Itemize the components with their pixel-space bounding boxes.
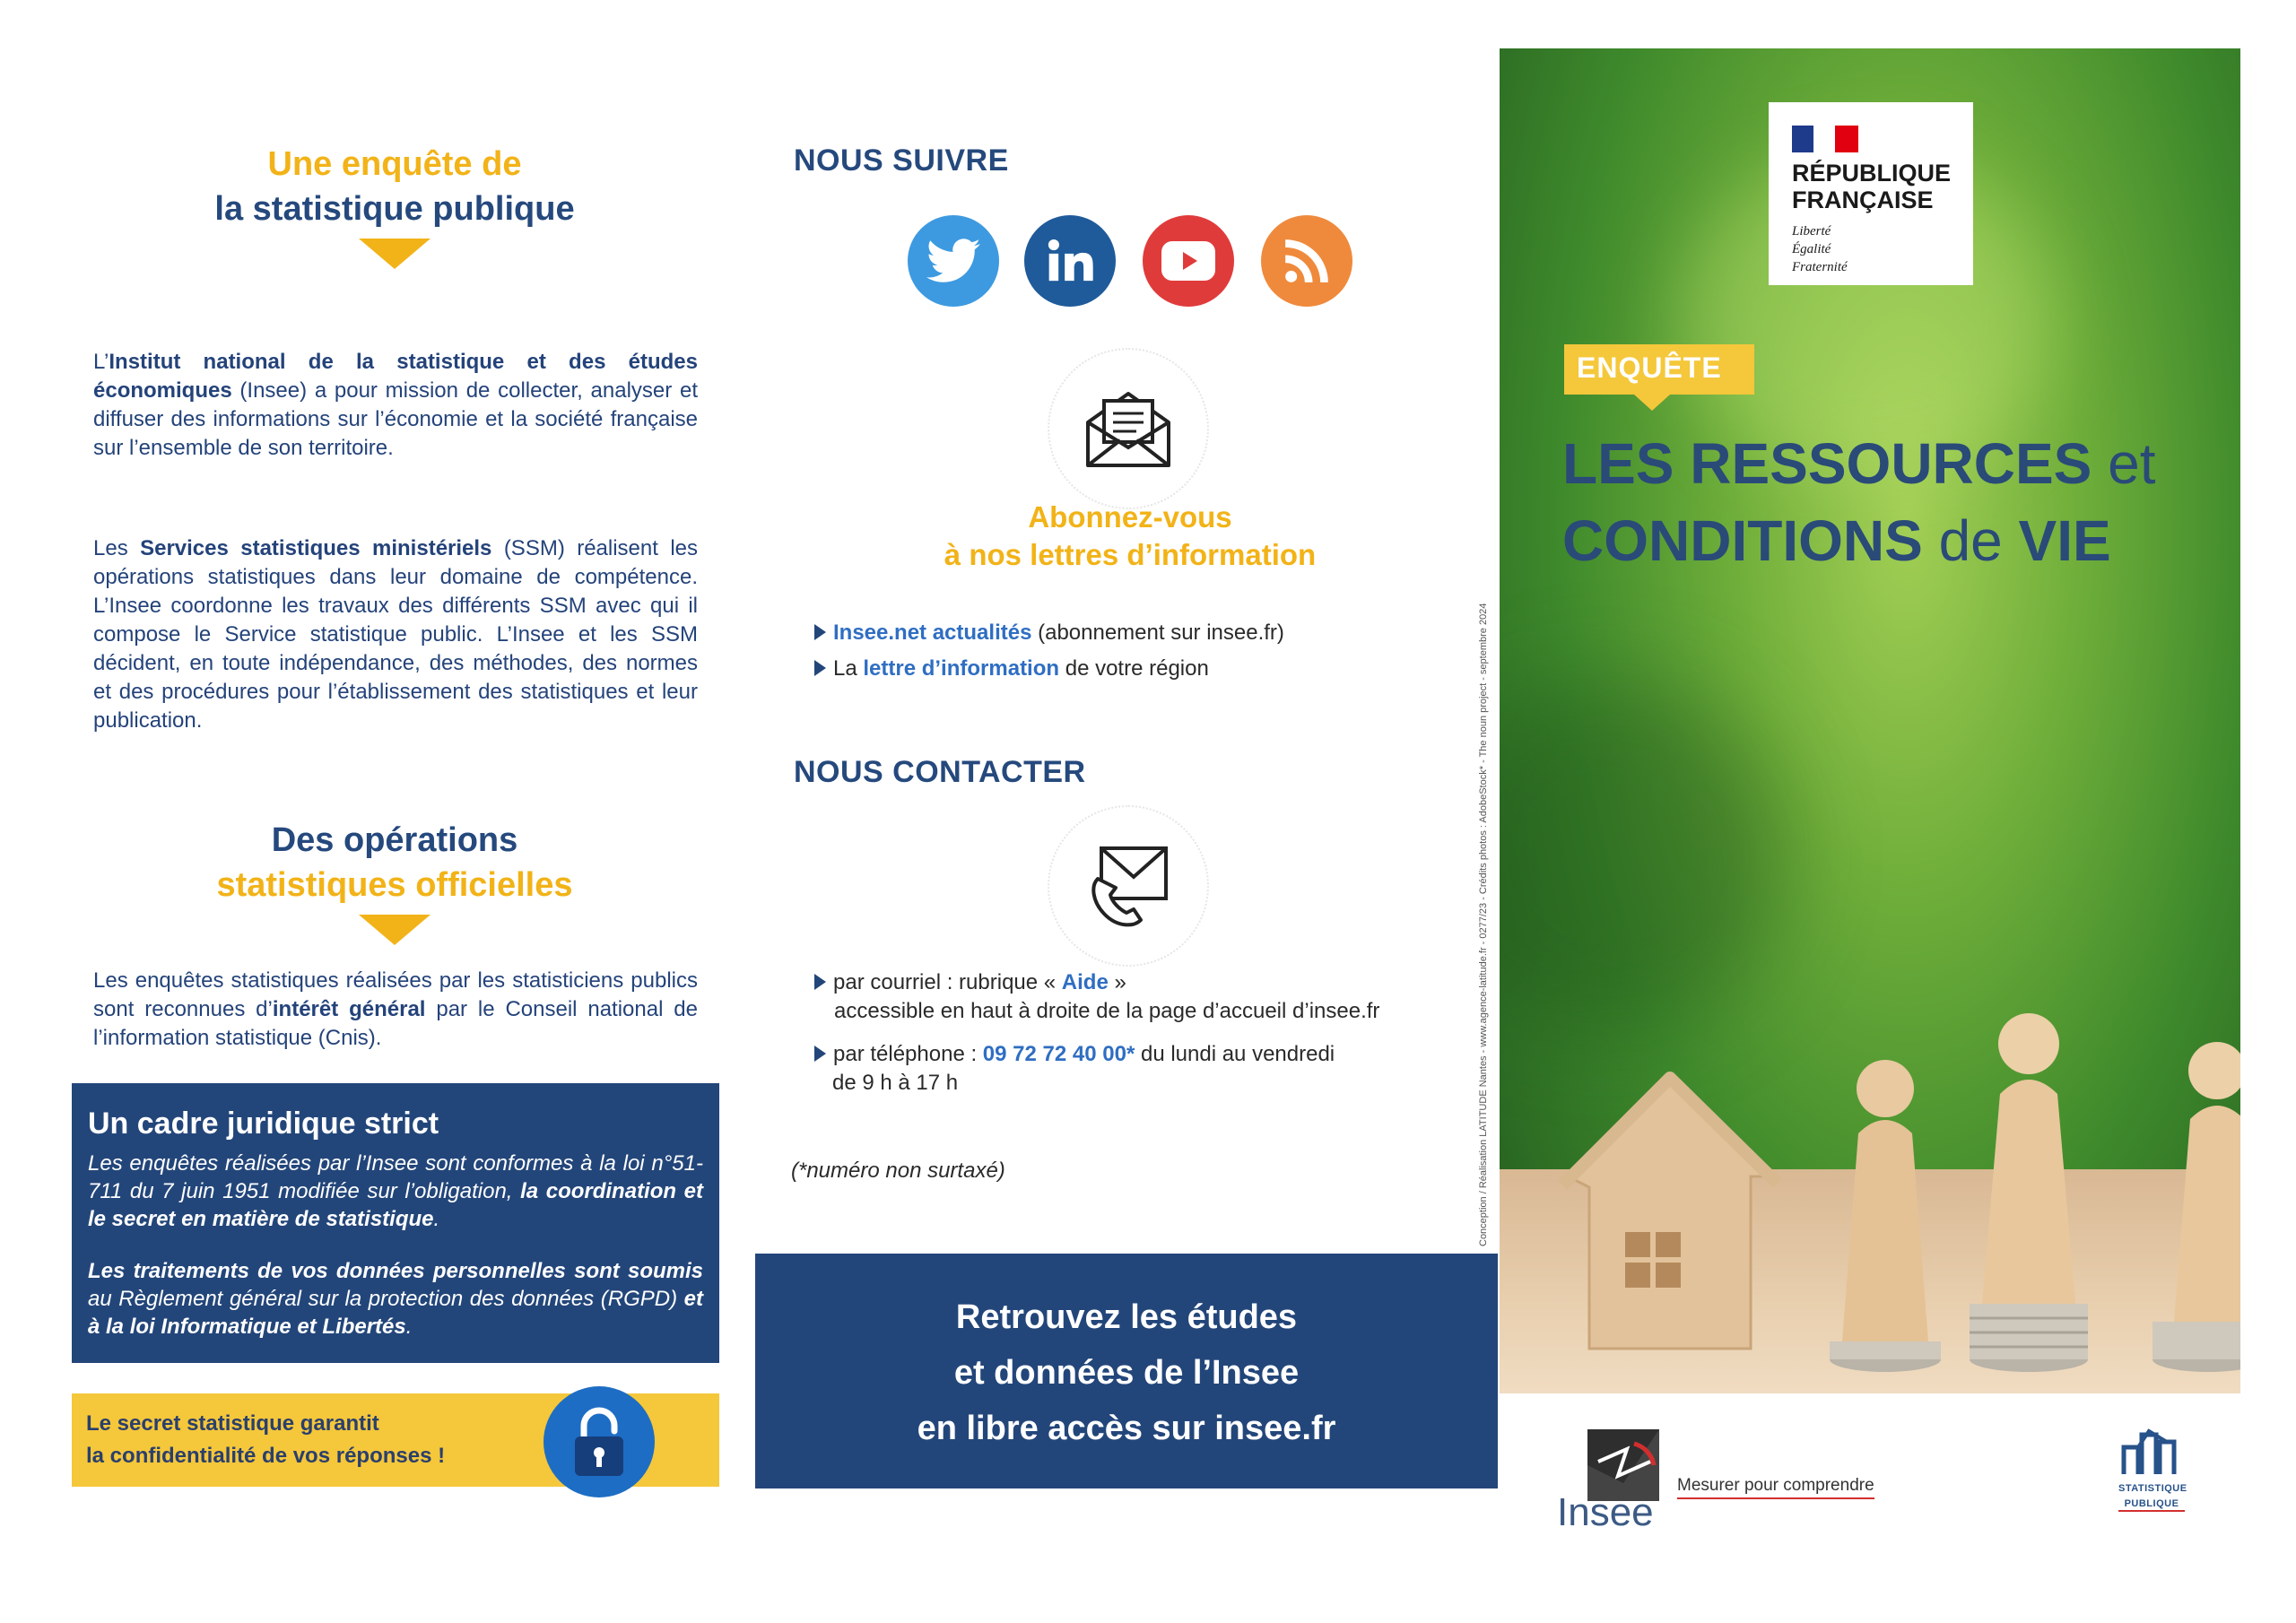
banner-line-3: en libre accès sur insee.fr: [917, 1410, 1336, 1447]
credits-text: Conception / Réalisation LATITUDE Nantes - www.agence-latitude.fr - 0277/23 - Crédits photos : AdobeStock* - The noun project - septembre 2024: [1478, 603, 1489, 1246]
follow-title: NOUS SUIVRE: [794, 143, 1009, 178]
legal-paragraph-2: Les traitements de vos données personnelles sont soumis au Règlement général sur la protection des données (RGPD) et à la loi Informatique et Libertés.: [88, 1259, 703, 1339]
youtube-icon[interactable]: [1143, 215, 1234, 307]
padlock-icon: [544, 1386, 655, 1497]
rss-icon[interactable]: [1261, 215, 1352, 307]
contact-title: NOUS CONTACTER: [794, 755, 1086, 789]
sp-line-1: STATISTIQUE: [2118, 1483, 2187, 1494]
subscribe-line1: Abonnez-vous: [1028, 500, 1232, 534]
subscribe-item-insee-net: Insee.net actualités (abonnement sur insee.fr): [814, 619, 1284, 647]
insee-fr-banner[interactable]: [755, 1254, 1498, 1488]
statistique-publique-logo: [2118, 1428, 2185, 1514]
insee-net-link[interactable]: Insee.net actualités: [833, 621, 1032, 645]
bullet-arrow-icon: [814, 974, 826, 990]
contact-phone-hours: de 9 h à 17 h: [832, 1071, 959, 1095]
secret-line-2: la confidentialité de vos réponses !: [86, 1444, 446, 1468]
banner-line-2: et données de l’Insee: [953, 1354, 1300, 1392]
banner-line-1: Retrouvez les études: [955, 1298, 1298, 1336]
contact-phone-line: par téléphone : 09 72 72 40 00* du lundi au vendredi: [814, 1040, 1335, 1069]
rf-motto-2: Égalité: [1792, 242, 1831, 256]
insee-tagline: Mesurer pour comprendre: [1677, 1476, 1874, 1499]
heading-operations-line2: statistiques officielles: [216, 866, 573, 904]
cover-title: LES RESSOURCES et CONDITIONS de VIE: [1562, 431, 2156, 573]
wooden-house-icon: [1553, 1071, 1787, 1358]
heading-arrow-icon: [359, 239, 430, 269]
cover-photo: [1500, 48, 2240, 1393]
rf-line-2: FRANÇAISE: [1792, 187, 1934, 213]
secret-line-1: Le secret statistique garantit: [86, 1411, 379, 1436]
bullet-arrow-icon: [814, 660, 826, 676]
heading-operations-line1: Des opérations: [271, 821, 518, 859]
secret-statistique-box: [72, 1393, 719, 1487]
legal-title: Un cadre juridique strict: [88, 1107, 439, 1141]
subscribe-line2: à nos lettres d’information: [944, 538, 1317, 571]
phone-note: (*numéro non surtaxé): [791, 1159, 1005, 1183]
rf-line-1: RÉPUBLIQUE: [1792, 160, 1952, 187]
contact-email-line: par courriel : rubrique « Aide »: [814, 968, 1126, 997]
bullet-arrow-icon: [814, 624, 826, 640]
lettre-information-link[interactable]: lettre d’information: [863, 656, 1060, 681]
insee-logo-text: Insee: [1557, 1490, 1654, 1534]
rf-motto-1: Liberté: [1792, 224, 1831, 239]
subscribe-item-lettre: La lettre d’information de votre région: [814, 655, 1209, 683]
sp-line-2: PUBLIQUE: [2118, 1497, 2185, 1512]
heading-arrow-icon: [359, 915, 430, 945]
paragraph-ssm: Les Services statistiques ministériels (SSM) réalisent les opérations statistiques dans leur domaine de compétence. L’Insee coordonne les travaux des différents SSM avec qui il compose le Service statistique public. L’Insee et les SSM décident, en toute indépendance, des méthodes, des normes et des procédures pour l’établissement des statistiques et leur publication.: [93, 536, 699, 733]
statistique-publique-icon: [2118, 1428, 2185, 1478]
newsletter-envelope-icon: [1048, 348, 1209, 509]
wooden-figures-icon: [1822, 1008, 2240, 1384]
heading-enquete-line2: la statistique publique: [214, 190, 575, 228]
contact-mail-phone-icon: [1048, 805, 1209, 967]
contact-email-line2: accessible en haut à droite de la page d’accueil d’insee.fr: [834, 999, 1380, 1023]
paragraph-cnis: Les enquêtes statistiques réalisées par les statisticiens publics sont reconnues d’intérêt général par le Conseil national de l’information statistique (Cnis).: [93, 968, 698, 1050]
bullet-arrow-icon: [814, 1046, 826, 1062]
legal-paragraph-1: Les enquêtes réalisées par l’Insee sont conformes à la loi n°51-711 du 7 juin 1951 modifiée sur l’obligation, la coordination et le secret en matière de statistique.: [88, 1151, 703, 1231]
aide-link[interactable]: Aide: [1061, 970, 1109, 994]
french-flag-icon: [1792, 126, 1858, 152]
enquete-badge: ENQUÊTE: [1564, 344, 1754, 395]
phone-number[interactable]: 09 72 72 40 00*: [982, 1042, 1135, 1066]
cover-shadow-blob: [1500, 676, 1787, 1035]
legal-framework-box: [72, 1083, 719, 1363]
heading-enquete-line1: Une enquête de: [267, 145, 522, 183]
rf-motto-3: Fraternité: [1792, 260, 1848, 274]
paragraph-insee-mission: L’Institut national de la statistique et des études économiques (Insee) a pour mission de collecter, analyser et diffuser des informations sur l’économie et la société française sur l’ensemble de son territoire.: [93, 350, 698, 460]
linkedin-icon[interactable]: [1024, 215, 1116, 307]
republique-francaise-logo: [1769, 102, 1973, 285]
badge-pointer-icon: [1634, 395, 1670, 411]
twitter-icon[interactable]: [908, 215, 999, 307]
